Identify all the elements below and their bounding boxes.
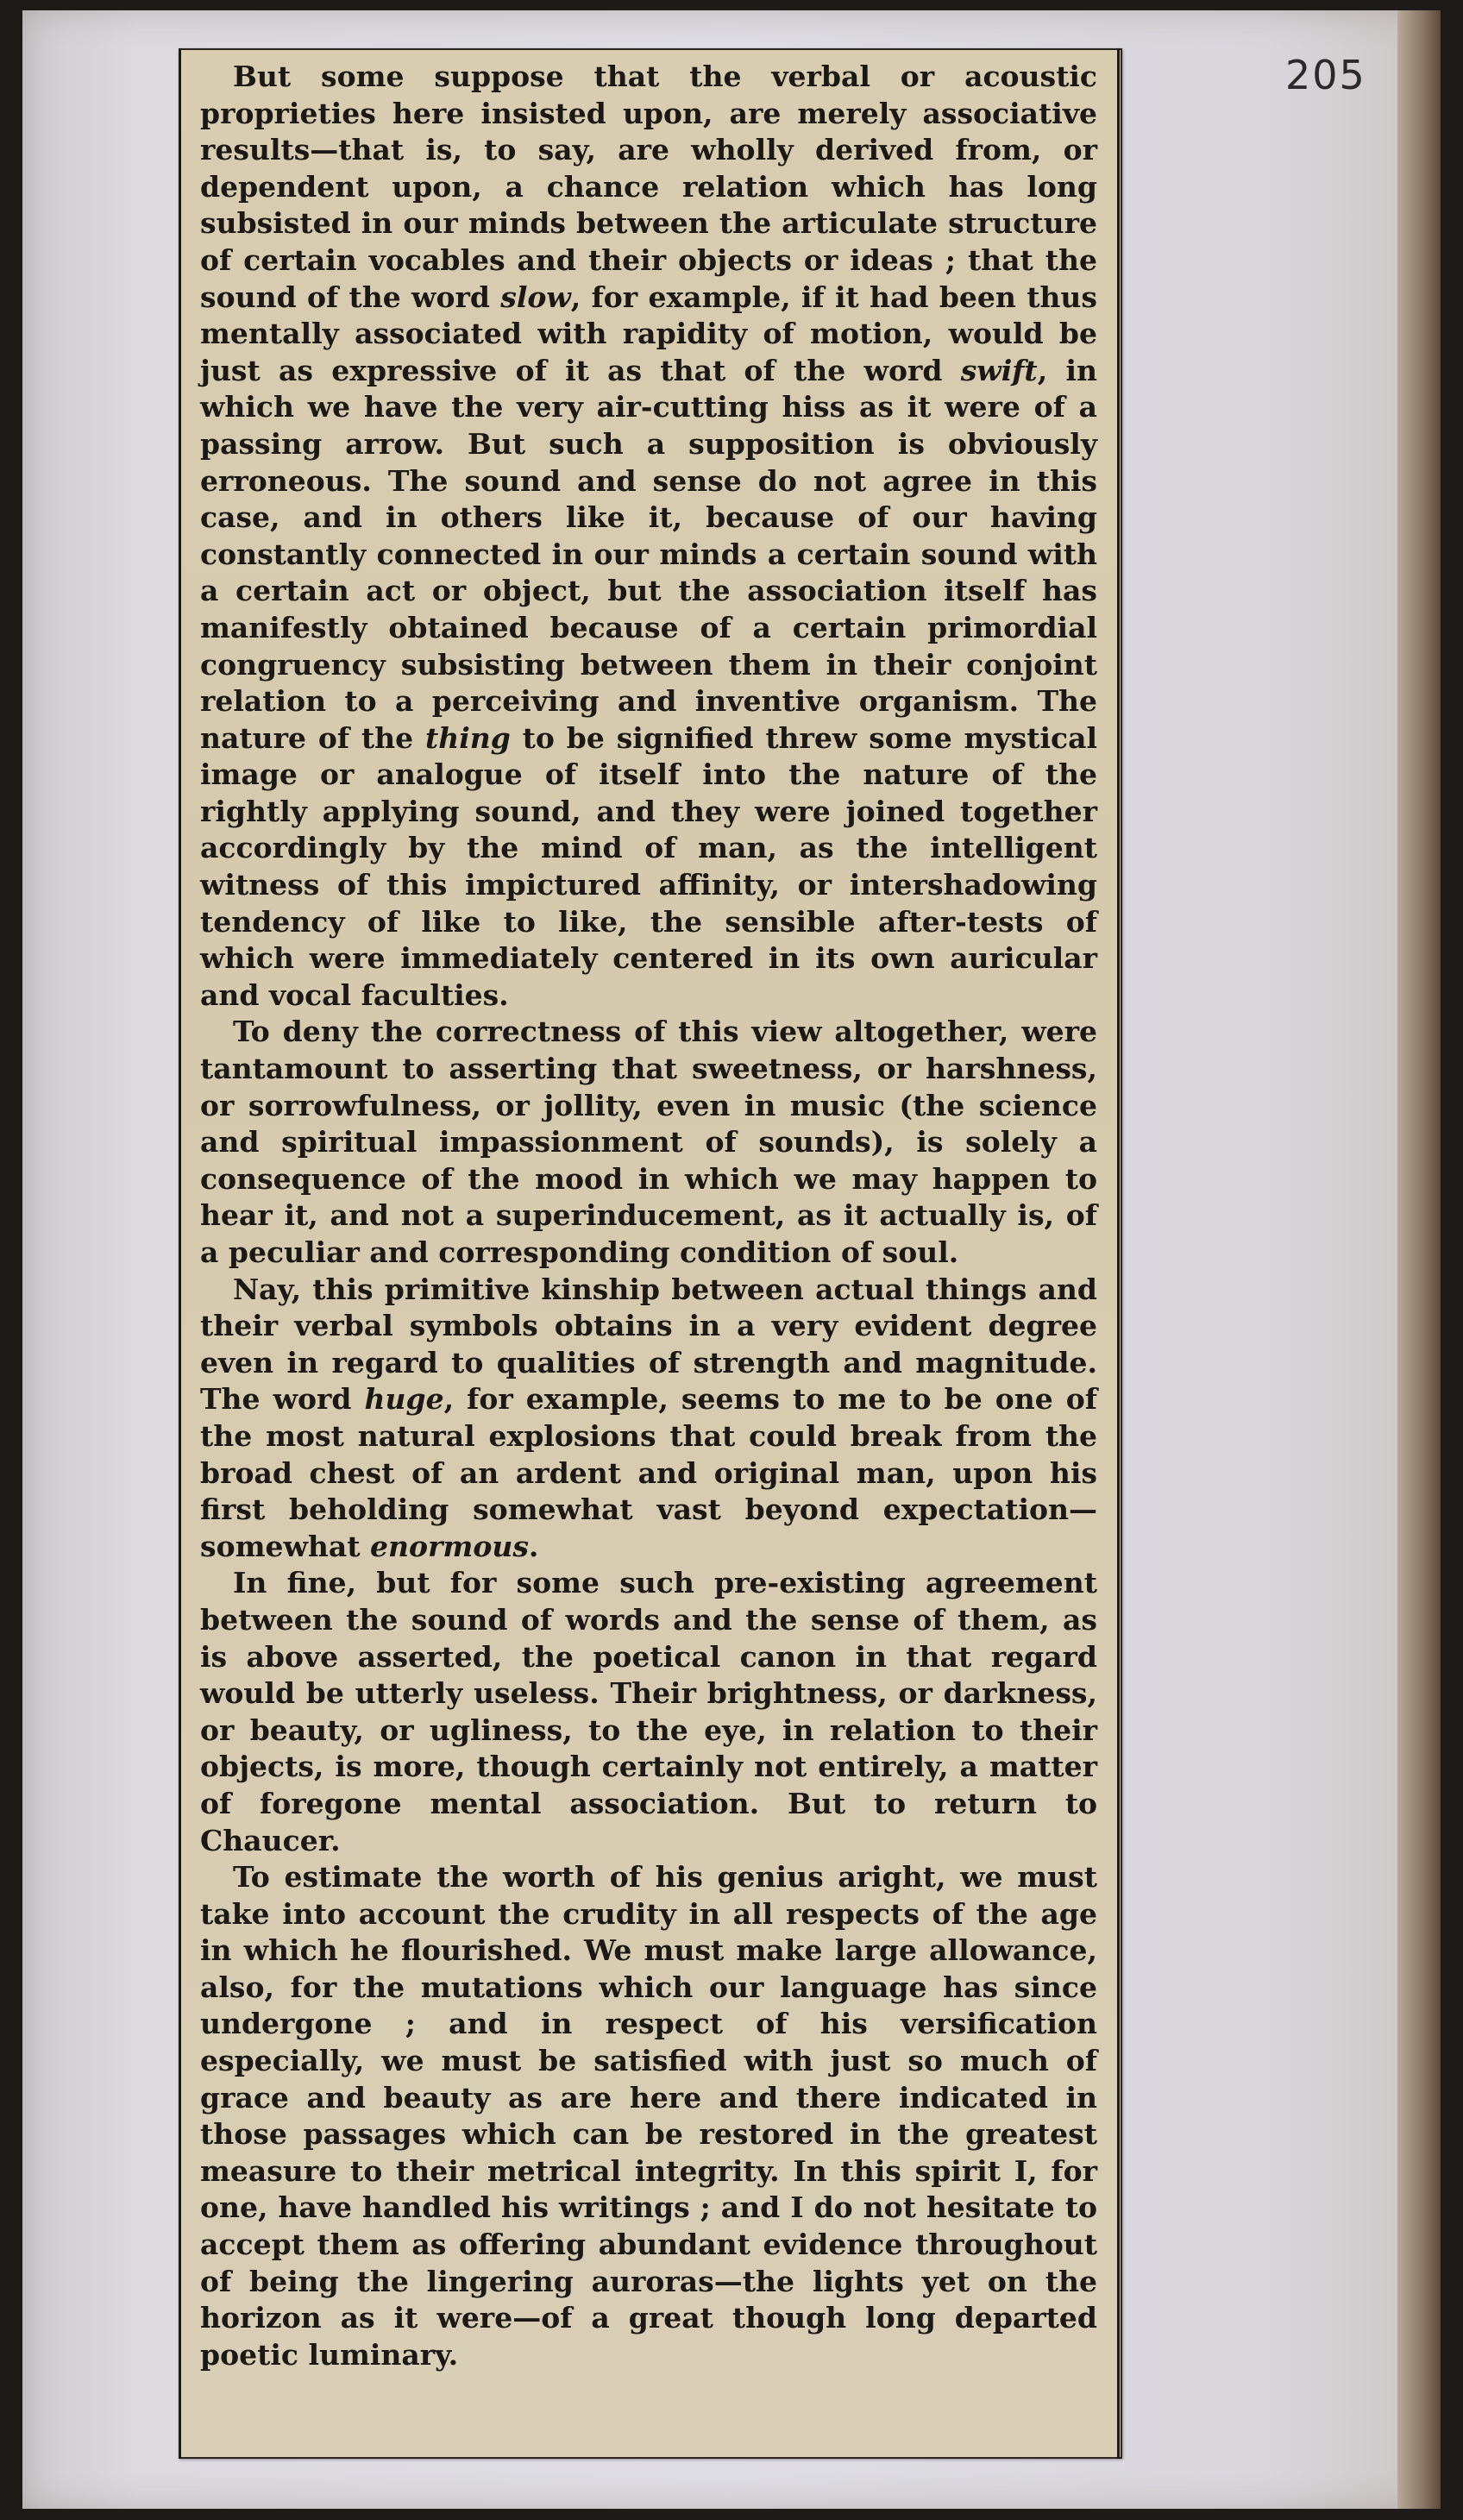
paragraph-3	[200, 1272, 1097, 1566]
segment-italic: enormous	[370, 1529, 529, 1563]
segment: In fine, but for some such pre-existing agreement between the sound of words and the sense of them, as is above asserted, the poetical canon in that regard would be utterly useless. Their brightness, or darkness, or beauty, or ugliness, to the eye, in relation to their objects, is more, though certainly not entirely, a matter of foregone mental association. But to return to Chaucer.	[200, 1566, 1097, 1857]
segment: To estimate the worth of his genius aright, we must take into account the crudity in all respects of the age in which he flourished. We must make large allowance, also, for the mutations which our language has since undergone ; and in respect of his versification especially, we must be satisfied with just so much of grace and beauty as are here and there indicated in those passages which can be restored in the greatest measure to their metrical integrity. In this spirit I, for one, have handled his writings ; and I do not hesitate to accept them as offering abundant evidence throughout of being the lingering auroras—the lights yet on the horizon as it were—of a great though long departed poetic luminary.	[200, 1860, 1097, 2372]
paragraph-5	[200, 1859, 1097, 2373]
page-number: 205	[1285, 52, 1366, 98]
clipping-left-rule	[179, 48, 181, 2459]
segment: But some suppose that the verbal or acoustic proprieties here insisted upon, are merely associative results—that is, to say, are wholly derived from, or dependent upon, a chance relation which has long subsisted in our minds between the articulate structure of certain vocables and their objects or ideas ; that the sound of the word	[200, 60, 1097, 314]
segment: , in which we have the very air-cutting hiss as it were of a passing arrow. But such a supposition is obviously erroneous. The sound and sense do not agree in this case, and in others like it, because of our having constantly connected in our minds a certain sound with a certain act or object, but the association itself has manifestly obtained because of a certain primordial congruency subsisting between them in their conjoint relation to a perceiving and inventive organism. The nature of the	[200, 353, 1097, 755]
segment: , for example, if it had been thus mentally associated with rapidity of motion, would be just as expressive of it as that of the word	[200, 280, 1097, 387]
segment: To deny the correctness of this view altogether, were tantamount to asserting that sweetness, or harshness, or sorrowfulness, or jollity, even in music (the science and spiritual impassionment of sounds), is solely a consequence of the mood in which we may happen to hear it, and not a superinducement, as it actually is, of a peculiar and corresponding condition of soul.	[200, 1015, 1097, 1269]
paragraph-4	[200, 1565, 1097, 1859]
segment-italic: swift	[960, 353, 1038, 387]
segment: to be signified threw some mystical image or analogue of itself into the nature of the rightly applying sound, and they were joined together accordingly by the mind of man, as the intelligent witness of this impictured affinity, or intershadowing tendency of like to like, the sensible after-tests of which were immediately centered in its own auricular and vocal faculties.	[200, 720, 1098, 1012]
clipping-right-rule	[1117, 48, 1120, 2459]
segment-italic: huge	[364, 1382, 444, 1417]
segment: .	[528, 1529, 539, 1563]
page-edge	[1397, 10, 1441, 2509]
segment-italic: thing	[424, 720, 511, 755]
segment: Nay, this primitive kinship between actual things and their verbal symbols obtains in a very evident degree even in regard to qualities of strength and magnitude. The word	[200, 1272, 1097, 1417]
paragraph-2	[200, 1014, 1097, 1271]
paragraph-1	[200, 59, 1097, 1014]
segment-italic: slow	[500, 280, 571, 314]
article-text	[200, 59, 1097, 2373]
segment: , for example, seems to me to be one of the most natural explosions that could break from the broad chest of an ardent and original man, upon his first beholding somewhat vast beyond expectation—somewhat	[200, 1382, 1098, 1563]
